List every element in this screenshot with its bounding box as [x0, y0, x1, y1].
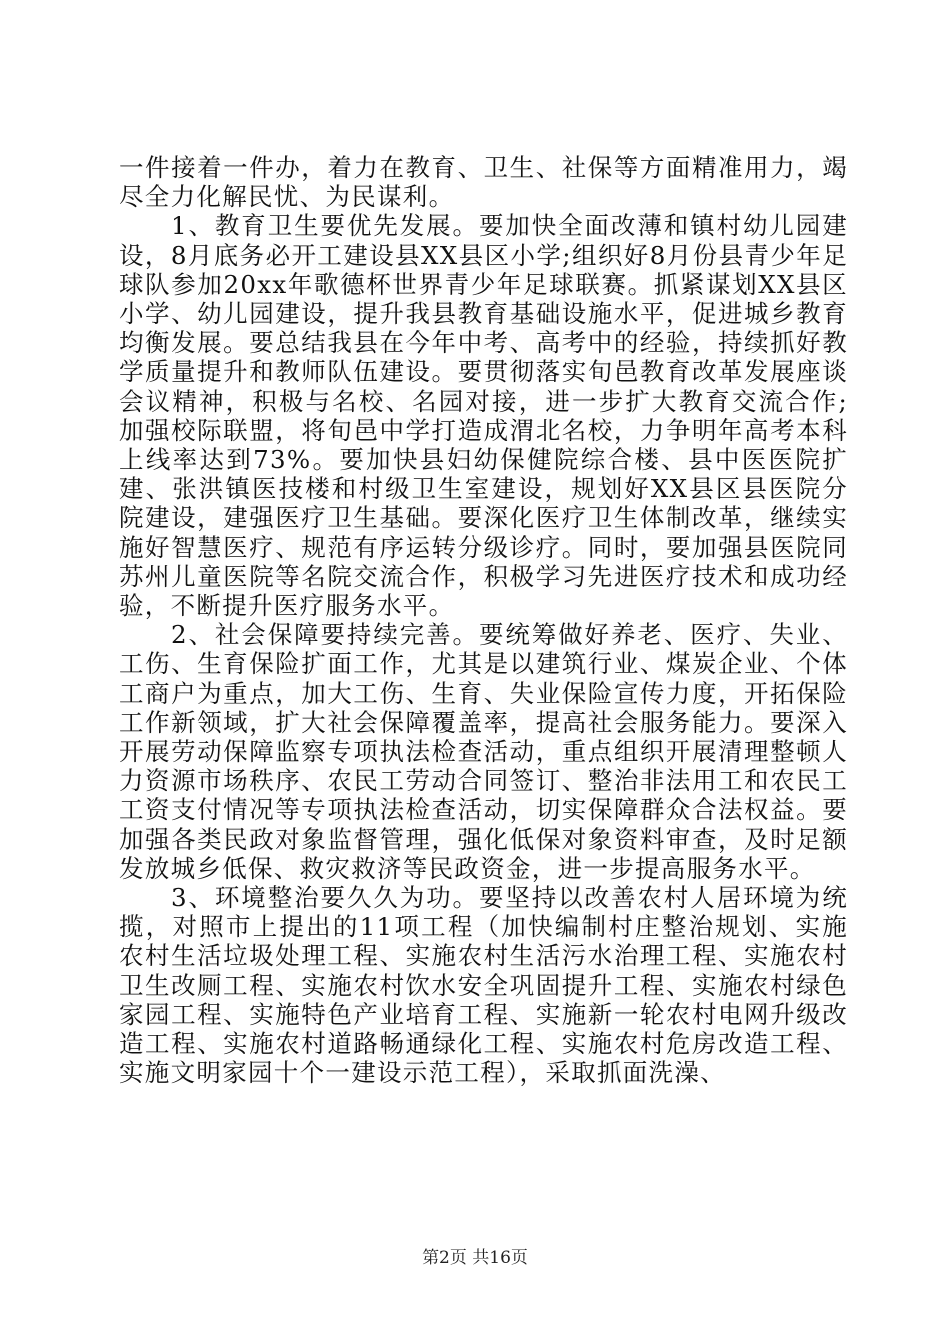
paragraph-continuation: 一件接着一件办，着力在教育、卫生、社保等方面精准用力，竭尽全力化解民忧、为民谋利。 [119, 153, 848, 212]
paragraph-environment: 3、环境整治要久久为功。要坚持以改善农村人居环境为统揽，对照市上提出的11项工程（加快编制村庄整治规划、实施农村生活垃圾处理工程、实施农村生活污水治理工程、实施农村卫生改厕工程、实施农村饮水安全巩固提升工程、实施农村绿色家园工程、实施特色产业培育工程、实施新一轮农村电网升级改造工程、实施农村道路畅通绿化工程、实施农村危房改造工程、实施文明家园十个一建设示范工程），采取抓面洗澡、 [119, 883, 848, 1088]
paragraph-social-security: 2、社会保障要持续完善。要统筹做好养老、医疗、失业、工伤、生育保险扩面工作，尤其是以建筑行业、煤炭企业、个体工商户为重点，加大工伤、生育、失业保险宣传力度，开拓保险工作新领域，扩大社会保障覆盖率，提高社会服务能力。要深入开展劳动保障监察专项执法检查活动，重点组织开展清理整顿人力资源市场秩序、农民工劳动合同签订、整治非法用工和农民工工资支付情况等专项执法检查活动，切实保障群众合法权益。要加强各类民政对象监督管理，强化低保对象资料审查，及时足额发放城乡低保、救灾救济等民政资金，进一步提高服务水平。 [119, 620, 848, 883]
document-body [119, 153, 848, 1088]
page-footer: 第2页 共16页 [422, 1248, 528, 1268]
paragraph-education-health: 1、教育卫生要优先发展。要加快全面改薄和镇村幼儿园建设，8月底务必开工建设县XX县区小学;组织好8月份县青少年足球队参加20xx年歌德杯世界青少年足球联赛。抓紧谋划XX县区小学、幼儿园建设，提升我县教育基础设施水平，促进城乡教育均衡发展。要总结我县在今年中考、高考中的经验，持续抓好教学质量提升和教师队伍建设。要贯彻落实旬邑教育改革发展座谈会议精神，积极与名校、名园对接，进一步扩大教育交流合作;加强校际联盟，将旬邑中学打造成渭北名校，力争明年高考本科上线率达到73%。要加快县妇幼保健院综合楼、县中医医院扩建、张洪镇医技楼和村级卫生室建设，规划好XX县区县医院分院建设，建强医疗卫生基础。要深化医疗卫生体制改革，继续实施好智慧医疗、规范有序运转分级诊疗。同时，要加强县医院同苏州儿童医院等名院交流合作，积极学习先进医疗技术和成功经验，不断提升医疗服务水平。 [119, 211, 848, 621]
